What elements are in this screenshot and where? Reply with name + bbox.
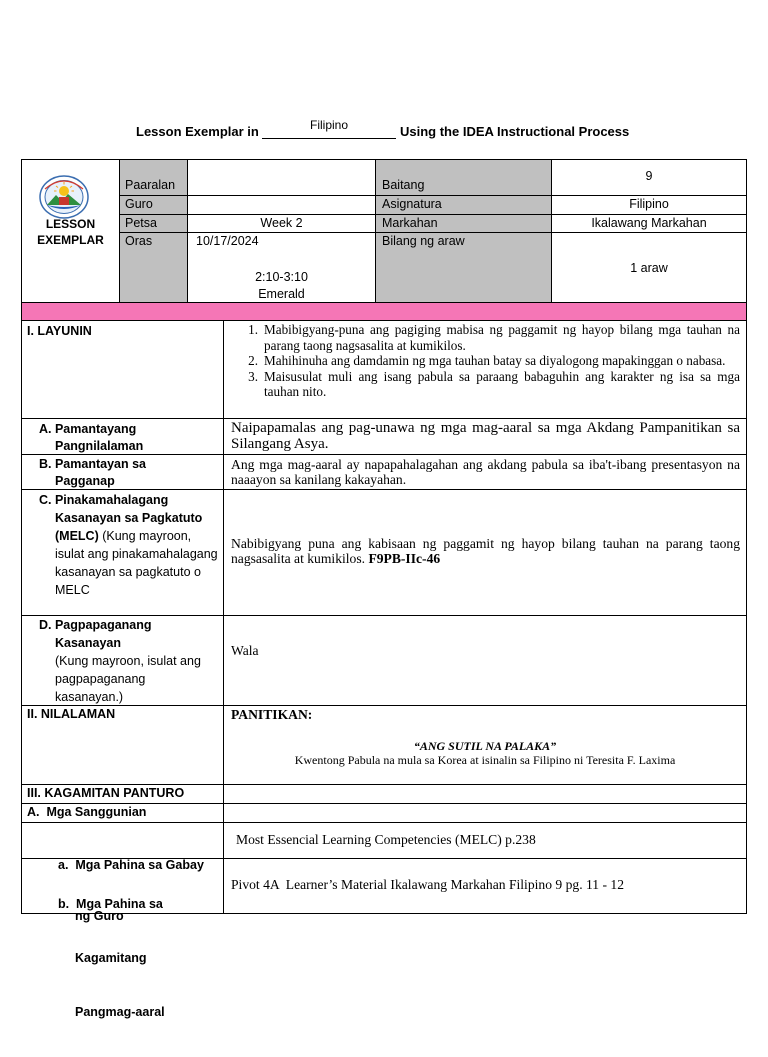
- kagamitan-label: III. KAGAMITAN PANTURO: [27, 786, 185, 800]
- sanggunian-row: [22, 804, 746, 823]
- layunin-row: [22, 321, 746, 419]
- objective-item: 2. Mahihinuha ang damdamin ng mga tauhan batay sa diyalogong mapakinggan o nabasa.: [248, 353, 726, 368]
- oras-section: Emerald: [258, 287, 305, 301]
- melc-code: F9PB-IIc-46: [368, 551, 441, 566]
- markahan-label: Markahan: [382, 216, 438, 230]
- pamantayang-pangnilalaman-label: A. Pamantayang Pangnilalaman: [39, 422, 144, 453]
- markahan-value: Ikalawang Markahan: [591, 216, 707, 230]
- bilang-label: Bilang ng araw: [382, 234, 465, 248]
- objective-item: 3. Maisusulat muli ang isang pabula sa paraang babaguhin ang karakter ng isa sa mga tauhan nito.: [248, 368, 740, 399]
- melc-row: [22, 490, 746, 616]
- layunin-content: [224, 321, 746, 418]
- title-prefix: Lesson Exemplar in: [136, 124, 259, 139]
- pamantayan-pagganap-row: [22, 455, 746, 490]
- pagpapaganang-text: Wala: [231, 643, 259, 658]
- document-title: [0, 118, 768, 146]
- oras-label: Oras: [125, 234, 153, 248]
- pink-separator-bar: [21, 303, 747, 321]
- baitang-value: 9: [645, 169, 653, 183]
- melc-text: Nabibigyang puna ang kabisaan ng paggamit ng hayop bilang tauhan na parang taong nagsasalita at kumikilos.: [231, 536, 740, 566]
- melc-label: C. Pinakamahalagang Kasanayan sa Pagkatuto (MELC) (Kung mayroon, isulat ang pinakamahalagang kasanayan sa pagkatuto o MELC: [39, 493, 218, 597]
- nilalaman-content: [224, 706, 746, 784]
- kagamitang-row: [22, 859, 746, 1019]
- title-suffix: Using the IDEA Instructional Process: [400, 124, 630, 139]
- pamantayang-pangnilalaman-row: [22, 419, 746, 455]
- asignatura-value: Filipino: [629, 197, 669, 211]
- sanggunian-label: A. Mga Sanggunian: [27, 805, 147, 819]
- panitikan-label: PANITIKAN:: [231, 707, 313, 722]
- deped-seal-icon: [39, 175, 89, 219]
- oras-time: 2:10-3:10: [255, 270, 308, 284]
- story-subtitle: Kwentong Pabula na mula sa Korea at isinalin sa Filipino ni Teresita F. Laxima: [294, 753, 676, 767]
- pagpapaganang-row: [22, 616, 746, 706]
- lesson-table: [21, 321, 747, 1019]
- oras-date: 10/17/2024: [196, 234, 259, 248]
- nilalaman-label: II. NILALAMAN: [27, 707, 116, 721]
- title-underline: [262, 138, 396, 139]
- nilalaman-row: [22, 706, 746, 785]
- pamantayan-pagganap-text: Ang mga mag-aaral ay napapahalagahan ang akdang pabula sa iba't-ibang presentasyon na naaayon sa kanilang kakayahan.: [231, 457, 740, 487]
- gabay-guro-text: Most Essencial Learning Competencies (MELC) p.238: [236, 832, 536, 847]
- asignatura-label: Asignatura: [382, 197, 442, 211]
- pagpapaganang-label: D. Pagpapaganang Kasanayan (Kung mayroon, isulat ang pagpapaganang kasanayan.): [39, 618, 201, 704]
- gabay-guro-label: a. Mga Pahina sa Gabay ng Guro: [58, 858, 204, 923]
- kagamitang-label: b. Mga Pahina sa Kagamitang Pangmag-aaral: [58, 897, 165, 1019]
- title-subject: Filipino: [309, 118, 348, 132]
- layunin-label-cell: [22, 321, 224, 418]
- paaralan-label: Paaralan: [125, 178, 176, 192]
- petsa-value: Week 2: [260, 216, 303, 230]
- layunin-label: I. LAYUNIN: [27, 324, 92, 338]
- story-title: “ANG SUTIL NA PALAKA”: [413, 739, 557, 753]
- kagamitang-text: Pivot 4A Learner’s Material Ikalawang Markahan Filipino 9 pg. 11 - 12: [231, 877, 624, 892]
- baitang-label: Baitang: [382, 178, 425, 192]
- guro-label: Guro: [125, 197, 153, 211]
- bilang-value: 1 araw: [630, 261, 668, 275]
- objective-item: 1. Mabibigyang-puna ang pagiging mabisa ng paggamit ng hayop bilang mga tauhan na parang taong nagsasalita at kumikilos.: [248, 322, 740, 353]
- header-table: [21, 159, 747, 303]
- lesson-exemplar-label: LESSON EXEMPLAR: [37, 217, 104, 247]
- kagamitan-row: [22, 785, 746, 804]
- logo-cell: [22, 160, 120, 302]
- melc-content: [224, 490, 746, 615]
- pamantayang-pangnilalaman-text: Naipapamalas ang pag-unawa ng mga mag-aaral sa mga Akdang Pampanitikan sa Silangang Asya.: [231, 420, 740, 452]
- petsa-label: Petsa: [125, 216, 157, 230]
- pamantayan-pagganap-label: B. Pamantayan sa Pagganap: [39, 457, 146, 488]
